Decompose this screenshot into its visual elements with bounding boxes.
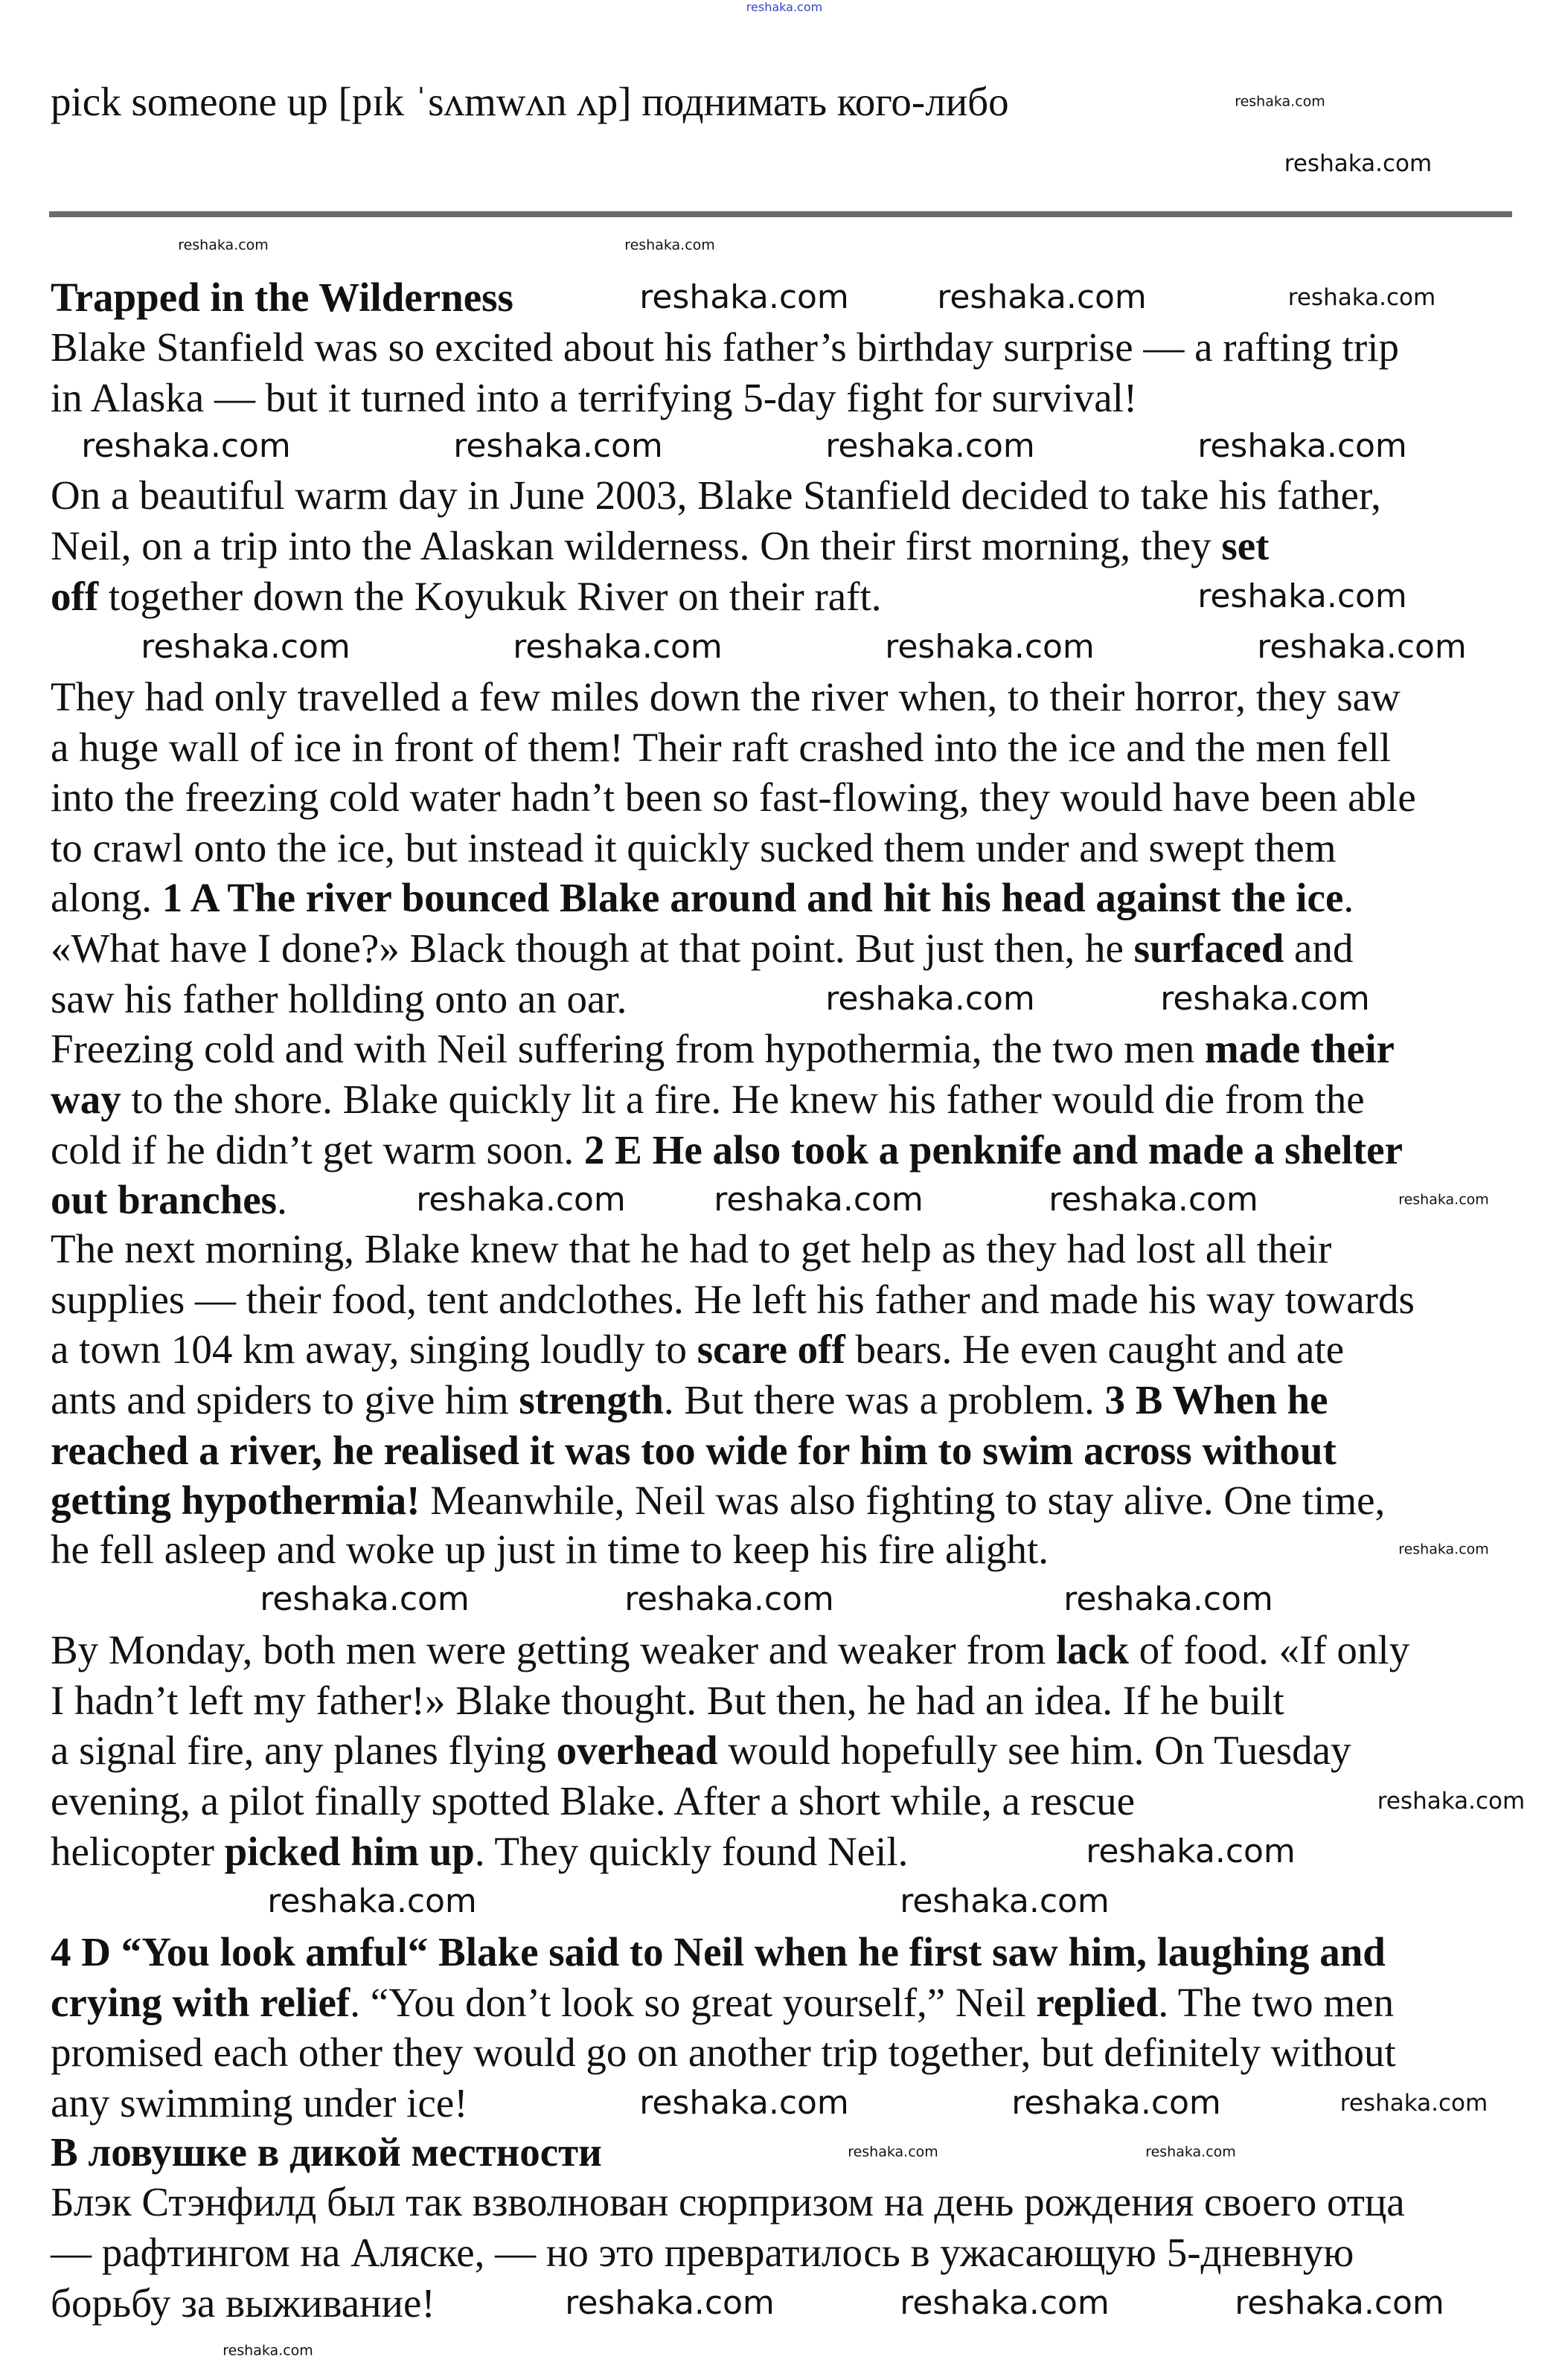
text-line: [51, 1678, 1284, 1724]
bold-text: off: [51, 573, 99, 619]
text-line: [51, 1980, 1394, 2026]
text-line: [51, 1527, 1049, 1573]
watermark: reshaka.com: [141, 627, 351, 666]
watermark: reshaka.com: [825, 979, 1035, 1018]
text-segment: a signal fire, any planes flying: [51, 1728, 557, 1774]
watermark: reshaka.com: [1284, 150, 1433, 177]
bold-text: 3 B When he: [1104, 1376, 1328, 1422]
translation-title: [51, 2129, 602, 2175]
text-line: [51, 875, 1354, 921]
text-line: [51, 1829, 908, 1875]
watermark: reshaka.com: [937, 278, 1147, 316]
watermark: reshaka.com: [178, 237, 269, 254]
watermark: reshaka.com: [825, 426, 1035, 465]
watermark: reshaka.com: [1011, 2083, 1221, 2122]
watermark: reshaka.com: [1257, 627, 1467, 666]
text-segment: . The two men: [1158, 1979, 1395, 2025]
text-segment: helicopter: [51, 1828, 225, 1874]
watermark: reshaka.com: [1287, 283, 1436, 311]
watermark: reshaka.com: [81, 426, 291, 465]
text-line: [51, 1728, 1351, 1774]
watermark: reshaka.com: [1145, 2143, 1236, 2161]
text-segment: . But there was a problem.: [663, 1376, 1105, 1422]
text-line: [51, 1127, 1403, 1173]
text-segment: of food. «If only: [1128, 1627, 1410, 1673]
bold-text: made their: [1204, 1026, 1395, 1072]
watermark: reshaka.com: [885, 627, 1095, 666]
text-segment: together down the Koyukuk River on their raft.: [98, 573, 882, 619]
text-segment: he fell asleep and woke up just in time to keep his fire alight.: [51, 1526, 1049, 1572]
watermark: reshaka.com: [267, 1882, 477, 1920]
text-segment: cold if he didn’t get warm soon.: [51, 1126, 584, 1173]
watermark: reshaka.com: [260, 1579, 470, 1618]
text-segment: Блэк Стэнфилд был так взволнован сюрпризом на день рождения своего отца: [51, 2179, 1405, 2225]
bold-text: 4 D “You look amful“ Blake said to Neil when he first saw him, laughing and: [51, 1929, 1386, 1975]
watermark: reshaka.com: [624, 237, 715, 254]
bold-text: out branches: [51, 1177, 278, 1223]
text-segment: into the freezing cold water hadn’t been so fast-flowing, they would have been able: [51, 774, 1416, 821]
bold-text: scare off: [697, 1327, 845, 1373]
text-line: [51, 1077, 1365, 1123]
bold-text: В ловушке в дикой местности: [51, 2129, 602, 2175]
text-line: [51, 1226, 1331, 1272]
text-line: [51, 926, 1353, 972]
bold-text: 1 A The river bounced Blake around and hit his head against the ice: [161, 875, 1344, 921]
horizontal-divider: [49, 211, 1512, 217]
text-segment: .: [1343, 875, 1354, 921]
watermark: reshaka.com: [416, 1180, 626, 1219]
text-segment: to crawl onto the ice, but instead it quickly sucked them under and swept them: [51, 824, 1337, 870]
watermark: reshaka.com: [1339, 2089, 1488, 2117]
text-segment: On a beautiful warm day in June 2003, Blake Stanfield decided to take his father,: [51, 472, 1381, 519]
text-line: [51, 472, 1381, 519]
text-segment: promised each other they would go on another trip together, but definitely without: [51, 2030, 1396, 2076]
text-segment: борьбу за выживание!: [51, 2280, 435, 2326]
watermark: reshaka.com: [223, 2342, 313, 2359]
text-line: [51, 2230, 1354, 2276]
bold-text: Trapped in the Wilderness: [51, 274, 513, 320]
bold-text: way: [51, 1077, 121, 1123]
vocabulary-entry: [51, 79, 1009, 125]
text-segment: a huge wall of ice in front of them! Their raft crashed into the ice and the men fell: [51, 724, 1392, 770]
watermark: reshaka.com: [1398, 1541, 1489, 1558]
bold-text: lack: [1056, 1627, 1129, 1673]
text-segment: I hadn’t left my father!» Blake thought. But then, he had an idea. If he built: [51, 1677, 1284, 1723]
watermark: reshaka.com: [1398, 1191, 1489, 1208]
bold-text: 2 E He also took a penknife and made a shelter: [583, 1126, 1403, 1173]
text-segment: .: [277, 1177, 287, 1223]
text-line: [51, 1327, 1344, 1373]
text-line: [51, 1177, 287, 1223]
text-segment: . They quickly found Neil.: [474, 1828, 909, 1874]
bold-text: set: [1221, 522, 1270, 568]
text-line: [51, 825, 1336, 871]
text-segment: evening, a pilot finally spotted Blake. After a short while, a rescue: [51, 1778, 1136, 1824]
text-segment: — рафтингом на Аляске, — но это превратилось в ужасающую 5-дневную: [51, 2229, 1354, 2275]
bold-text: reached a river, he realised it was too wide for him to swim across without: [51, 1427, 1337, 1473]
bold-text: surfaced: [1133, 926, 1284, 972]
text-line: [51, 1478, 1385, 1524]
watermark: reshaka.com: [900, 2283, 1110, 2322]
text-segment: Blake Stanfield was so excited about his father’s birthday surprise — a rafting trip: [51, 324, 1399, 371]
text-line: [51, 1929, 1386, 1975]
text-line: [51, 324, 1399, 371]
bold-text: strength: [519, 1376, 664, 1422]
text-segment: pick someone up [pɪk ˈsʌmwʌn ʌp] поднимать кого-либо: [51, 79, 1009, 125]
text-line: [51, 375, 1137, 421]
text-segment: . “You don’t look so great yourself,” Neil: [350, 1979, 1037, 2025]
text-line: [51, 1277, 1415, 1323]
bold-text: replied: [1036, 1979, 1159, 2025]
watermark: reshaka.com: [513, 627, 723, 666]
watermark: reshaka.com: [639, 278, 849, 316]
text-line: [51, 2280, 435, 2326]
text-segment: any swimming under ice!: [51, 2079, 468, 2126]
bold-text: crying with relief: [51, 1979, 351, 2025]
watermark: reshaka.com: [1160, 979, 1370, 1018]
text-segment: and: [1284, 926, 1354, 972]
text-segment: supplies — their food, tent andclothes. He left his father and made his way towards: [51, 1276, 1415, 1322]
text-segment: in Alaska — but it turned into a terrifying 5-day fight for survival!: [51, 375, 1138, 421]
text-segment: Neil, on a trip into the Alaskan wilderness. On their first morning, they: [51, 522, 1222, 568]
watermark: reshaka.com: [714, 1180, 924, 1219]
text-line: [51, 2179, 1405, 2225]
text-line: [51, 523, 1269, 569]
text-segment: bears. He even caught and ate: [845, 1327, 1345, 1373]
text-line: [51, 976, 627, 1022]
text-line: [51, 574, 882, 620]
text-line: [51, 1627, 1409, 1673]
text-line: [51, 1377, 1328, 1423]
watermark: reshaka.com: [453, 426, 663, 465]
text-segment: The next morning, Blake knew that he had to get help as they had lost all their: [51, 1225, 1332, 1271]
text-segment: Freezing cold and with Neil suffering from hypothermia, the two men: [51, 1026, 1205, 1072]
watermark: reshaka.com: [1086, 1832, 1296, 1870]
text-segment: By Monday, both men were getting weaker and weaker from: [51, 1627, 1057, 1673]
watermark: reshaka.com: [624, 1579, 834, 1618]
bold-text: overhead: [556, 1728, 718, 1774]
text-line: [51, 774, 1416, 821]
watermark: reshaka.com: [900, 1882, 1110, 1920]
text-line: [51, 674, 1401, 720]
bold-text: picked him up: [224, 1828, 475, 1874]
text-segment: They had only travelled a few miles down the river when, to their horror, they saw: [51, 673, 1401, 719]
watermark: reshaka.com: [1197, 577, 1407, 615]
bold-text: getting hypothermia!: [51, 1478, 420, 1524]
text-line: [51, 2030, 1396, 2076]
text-segment: to the shore. Blake quickly lit a fire. He knew his father would die from the: [121, 1077, 1365, 1123]
text-line: [51, 1026, 1395, 1072]
text-segment: ants and spiders to give him: [51, 1376, 519, 1422]
text-segment: along.: [51, 875, 162, 921]
watermark: reshaka.com: [639, 2083, 849, 2122]
watermark: reshaka.com: [1377, 1787, 1526, 1815]
text-segment: Meanwhile, Neil was also fighting to stay alive. One time,: [420, 1478, 1386, 1524]
text-segment: saw his father hollding onto an oar.: [51, 975, 627, 1021]
watermark: reshaka.com: [1197, 426, 1407, 465]
text-line: [51, 2080, 468, 2126]
text-line: [51, 725, 1391, 771]
article-title: [51, 275, 513, 321]
watermark: reshaka.com: [848, 2143, 938, 2161]
watermark: reshaka.com: [1235, 93, 1325, 110]
watermark: reshaka.com: [1063, 1579, 1273, 1618]
text-line: [51, 1778, 1135, 1824]
text-segment: «What have I done?» Black though at that point. But just then, he: [51, 926, 1134, 972]
watermark: reshaka.com: [565, 2283, 775, 2322]
watermark: reshaka.com: [746, 0, 823, 15]
text-segment: a town 104 km away, singing loudly to: [51, 1327, 697, 1373]
watermark: reshaka.com: [1049, 1180, 1258, 1219]
text-line: [51, 1428, 1337, 1474]
text-segment: would hopefully see him. On Tuesday: [717, 1728, 1351, 1774]
watermark: reshaka.com: [1235, 2283, 1444, 2322]
